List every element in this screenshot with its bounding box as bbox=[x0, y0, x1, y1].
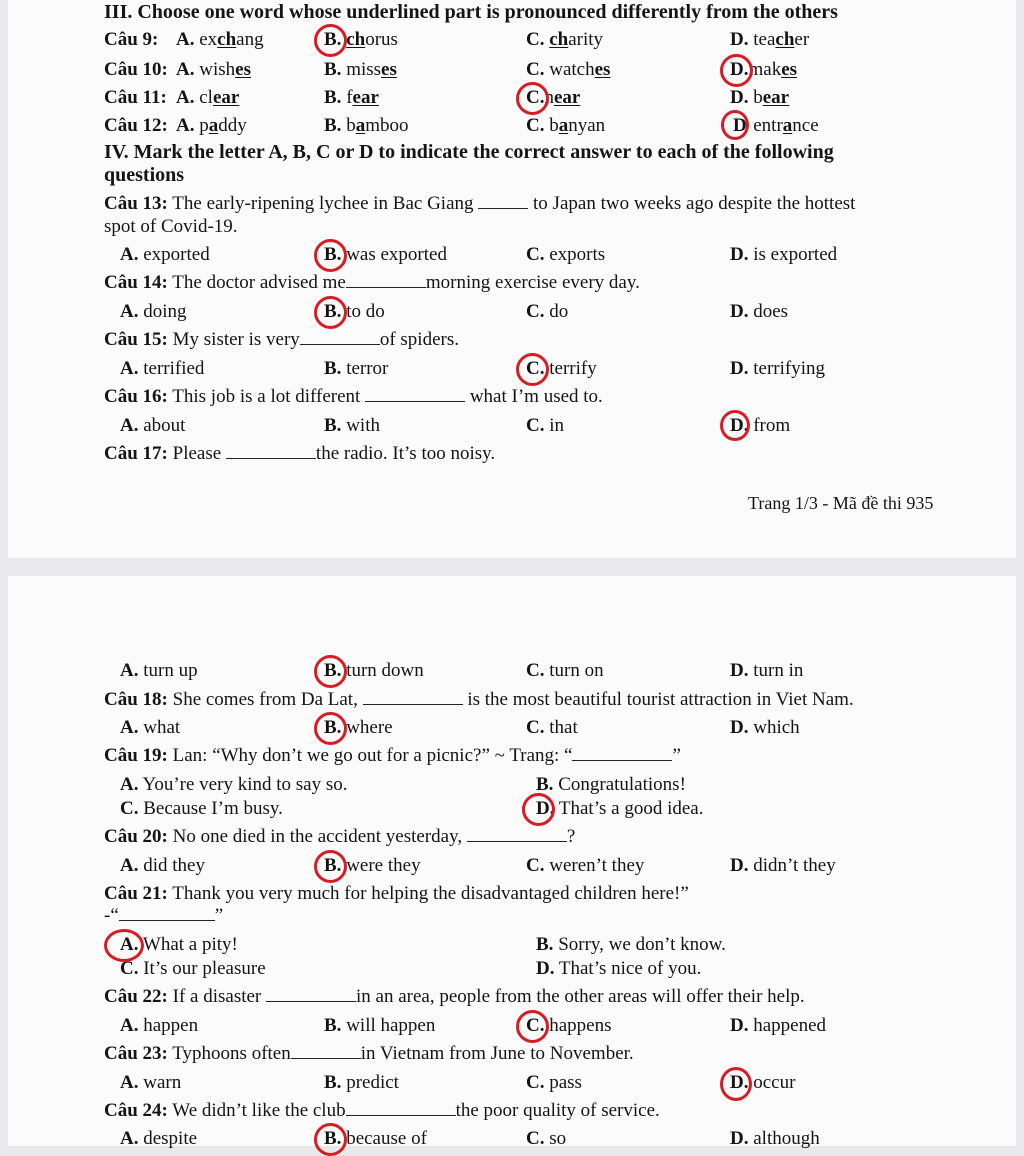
answer-mark-q10 bbox=[720, 54, 753, 87]
question-label: Câu 11: bbox=[104, 87, 167, 108]
option-b: B. Congratulations! bbox=[536, 774, 686, 795]
option-d: D. bear bbox=[730, 87, 790, 108]
option-a: A. turn up bbox=[120, 660, 198, 681]
option-c: C. banyan bbox=[526, 115, 606, 136]
answer-mark-q18 bbox=[314, 712, 347, 745]
page-footer: Trang 1/3 - Mã đề thi 935 bbox=[748, 493, 934, 513]
question-21-reply: -“ ” bbox=[104, 905, 224, 926]
answer-mark-q14 bbox=[314, 296, 347, 329]
question-15: Câu 15: My sister is very of spiders. bbox=[104, 329, 459, 350]
option-a: A. despite bbox=[120, 1128, 198, 1149]
option-c: C. pass bbox=[526, 1072, 582, 1093]
option-d: entrance bbox=[753, 115, 819, 136]
option-d: D. although bbox=[730, 1128, 820, 1149]
option-b: B. misses bbox=[324, 59, 397, 80]
option-c: C. do bbox=[526, 301, 569, 322]
option-b: B. turn down bbox=[324, 660, 424, 681]
option-c: C. It’s our pleasure bbox=[120, 958, 266, 979]
option-b: B. with bbox=[324, 415, 380, 436]
option-d: D. from bbox=[730, 415, 791, 436]
question-label: Câu 12: bbox=[104, 115, 168, 136]
option-c: C. terrify bbox=[526, 358, 597, 379]
exam-page-2 bbox=[8, 576, 1016, 1149]
answer-mark-q12 bbox=[721, 110, 749, 140]
option-b: B. terror bbox=[324, 358, 389, 379]
option-d: D. does bbox=[730, 301, 789, 322]
option-d: D. which bbox=[730, 717, 800, 738]
option-b: B. to do bbox=[324, 301, 385, 322]
question-23: Câu 23: Typhoons often in Vietnam from June to November. bbox=[104, 1043, 634, 1064]
question-label: Câu 10: bbox=[104, 59, 168, 80]
question-22: Câu 22: If a disaster in an area, people from the other areas will offer their help. bbox=[104, 986, 805, 1007]
option-b: B. predict bbox=[324, 1072, 399, 1093]
option-c: C. turn on bbox=[526, 660, 604, 681]
option-d: D. terrifying bbox=[730, 358, 825, 379]
answer-mark-q15 bbox=[516, 353, 549, 386]
option-b: B. was exported bbox=[324, 244, 447, 265]
question-16: Câu 16: This job is a lot different what I’m used to. bbox=[104, 386, 603, 407]
option-d: D. turn in bbox=[730, 660, 804, 681]
option-a: A. happen bbox=[120, 1015, 199, 1036]
option-a: A. What a pity! bbox=[120, 934, 238, 955]
answer-mark-q17 bbox=[314, 655, 347, 688]
option-b: B. chorus bbox=[324, 29, 398, 50]
option-c: C. in bbox=[526, 415, 565, 436]
question-13-cont: spot of Covid-19. bbox=[104, 216, 238, 237]
option-d-letter: D bbox=[733, 115, 747, 136]
answer-mark-q13 bbox=[314, 239, 347, 272]
option-a: A. what bbox=[120, 717, 181, 738]
answer-mark-q19 bbox=[522, 793, 555, 826]
option-a: A. exchang bbox=[176, 29, 264, 50]
question-18: Câu 18: She comes from Da Lat, is the most beautiful tourist attraction in Viet Nam. bbox=[104, 689, 854, 710]
option-a: A. did they bbox=[120, 855, 205, 876]
option-a: A. terrified bbox=[120, 358, 205, 379]
option-c: C. so bbox=[526, 1128, 567, 1149]
answer-mark-q9 bbox=[314, 24, 347, 57]
option-d: D. didn’t they bbox=[730, 855, 836, 876]
section-3-heading: III. Choose one word whose underlined part is pronounced differently from the others bbox=[104, 1, 838, 23]
answer-mark-q20 bbox=[314, 850, 347, 883]
option-c: C. that bbox=[526, 717, 578, 738]
answer-mark-q24 bbox=[314, 1123, 347, 1156]
question-21: Câu 21: Thank you very much for helping the disadvantaged children here!” bbox=[104, 883, 689, 904]
option-c: C. Because I’m busy. bbox=[120, 798, 283, 819]
option-d: D. happened bbox=[730, 1015, 827, 1036]
option-c: C. charity bbox=[526, 29, 604, 50]
option-b: B. will happen bbox=[324, 1015, 436, 1036]
option-b: B. bamboo bbox=[324, 115, 409, 136]
option-c: C. watches bbox=[526, 59, 611, 80]
option-d: D. That’s a good idea. bbox=[536, 798, 704, 819]
option-c: C. weren’t they bbox=[526, 855, 645, 876]
option-c: C. exports bbox=[526, 244, 606, 265]
option-a: A. You’re very kind to say so. bbox=[120, 774, 348, 795]
question-13: Câu 13: The early-ripening lychee in Bac Giang to Japan two weeks ago despite the hottest bbox=[104, 193, 856, 214]
question-19: Câu 19: Lan: “Why don’t we go out for a picnic?” ~ Trang: “ ” bbox=[104, 745, 681, 766]
section-4-heading: IV. Mark the letter A, B, C or D to indicate the correct answer to each of the following bbox=[104, 141, 834, 163]
option-c: C.near bbox=[526, 87, 581, 108]
option-a: A. warn bbox=[120, 1072, 182, 1093]
option-a: A. paddy bbox=[176, 115, 247, 136]
option-b: B. were they bbox=[324, 855, 421, 876]
answer-mark-q23 bbox=[720, 1067, 752, 1101]
option-a: A. exported bbox=[120, 244, 210, 265]
option-b: B. where bbox=[324, 717, 393, 738]
answer-mark-q22 bbox=[516, 1010, 549, 1043]
option-a: A. wishes bbox=[176, 59, 251, 80]
option-d: D. teacher bbox=[730, 29, 810, 50]
option-d: D. occur bbox=[730, 1072, 796, 1093]
option-d: D.makes bbox=[730, 59, 798, 80]
question-14: Câu 14: The doctor advised me morning exercise every day. bbox=[104, 272, 640, 293]
answer-mark-q11 bbox=[516, 82, 549, 115]
option-c: C. happens bbox=[526, 1015, 612, 1036]
question-17: Câu 17: Please the radio. It’s too noisy. bbox=[104, 443, 496, 464]
answer-mark-q21 bbox=[104, 929, 144, 962]
section-4-heading-cont: questions bbox=[104, 164, 185, 186]
option-b: B. fear bbox=[324, 87, 379, 108]
option-a: A. about bbox=[120, 415, 186, 436]
option-b: B. Sorry, we don’t know. bbox=[536, 934, 726, 955]
option-a: A. clear bbox=[176, 87, 240, 108]
exam-page-1 bbox=[8, 0, 1016, 558]
option-d: D. is exported bbox=[730, 244, 838, 265]
option-d: D. That’s nice of you. bbox=[536, 958, 702, 979]
option-a: A. doing bbox=[120, 301, 187, 322]
question-24: Câu 24: We didn’t like the club the poor quality of service. bbox=[104, 1100, 660, 1121]
question-label: Câu 9: bbox=[104, 29, 159, 50]
question-20: Câu 20: No one died in the accident yesterday, ? bbox=[104, 826, 576, 847]
option-b: B. because of bbox=[324, 1128, 427, 1149]
answer-mark-q16 bbox=[720, 410, 750, 441]
